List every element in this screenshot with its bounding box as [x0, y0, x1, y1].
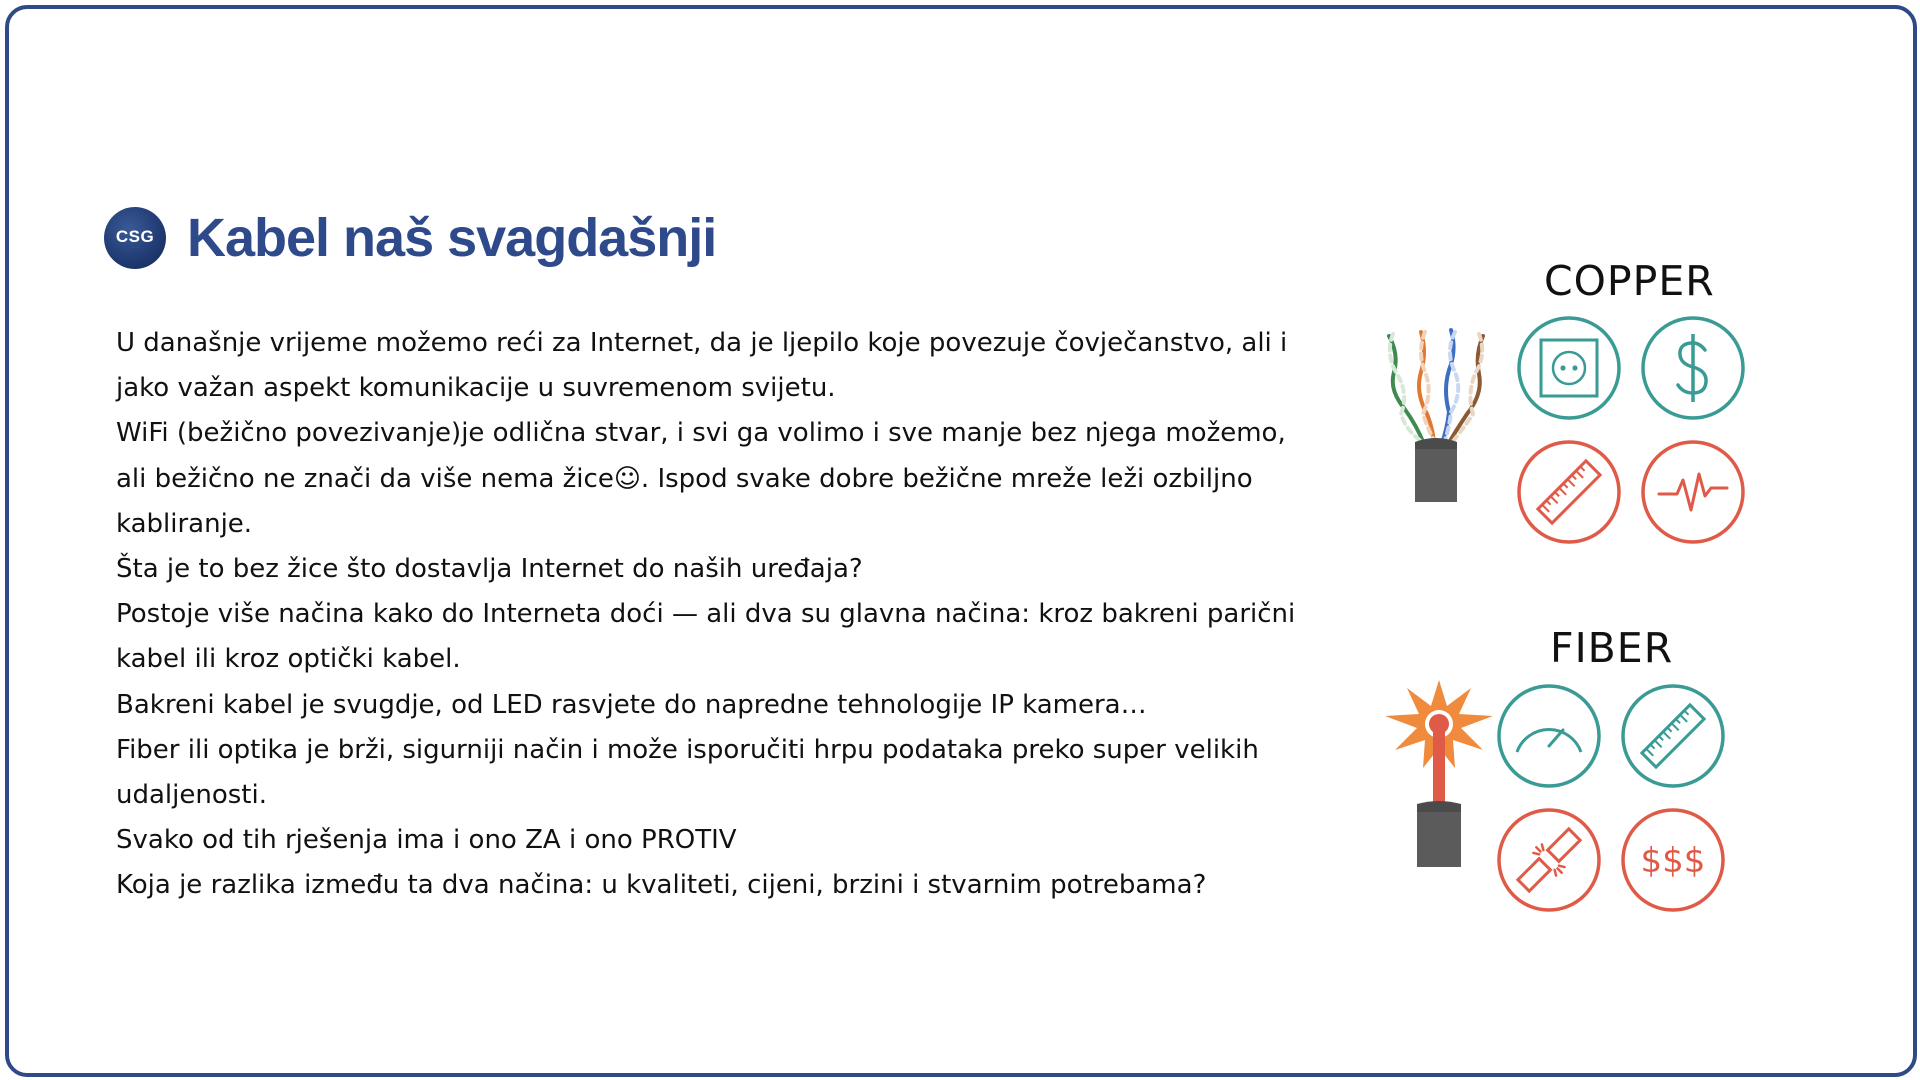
logo-subtext-decoration: · · · · ·	[130, 244, 140, 249]
csg-logo	[104, 207, 166, 269]
triple-dollar-icon	[1619, 806, 1727, 914]
speedometer-icon	[1495, 682, 1603, 790]
fiber-label: FIBER	[1550, 624, 1674, 672]
paragraph: Fiber ili optika je brži, sigurniji način i može isporučiti hrpu podataka preko super velikih udaljenosti.	[116, 734, 1259, 811]
power-outlet-icon	[1515, 314, 1623, 422]
title-row	[104, 202, 716, 274]
paragraph: Svako od tih rješenja ima i ono ZA i ono PROTIV	[116, 825, 737, 856]
cost-text: $$$	[1640, 841, 1706, 881]
paragraph: Bakreni kabel je svugdje, od LED rasvjete do napredne tehnologije IP kamera…	[116, 689, 1147, 720]
fiber-cable-icon	[1379, 674, 1499, 874]
logo-text: CSG	[115, 226, 155, 246]
paragraph: Koja je razlika između ta dva načina: u kvaliteti, cijeni, brzini i stvarnim potrebama?	[116, 870, 1207, 901]
copper-cable-icon	[1379, 324, 1499, 504]
dollar-icon	[1639, 314, 1747, 422]
pulse-icon	[1639, 438, 1747, 546]
copper-label: COPPER	[1544, 257, 1715, 305]
body-text	[116, 321, 1296, 909]
page-title: Kabel naš svagdašnji	[187, 208, 717, 268]
broken-cable-icon	[1495, 806, 1603, 914]
paragraph: WiFi (bežično povezivanje)je odlična stvar, i svi ga volimo i sve manje bez njega možemo, ali bežično ne znači da više nema žice☺. Ispod svake dobre bežične mreže leži ozbiljno kabliranje.	[116, 418, 1286, 539]
paragraph: Postoje više načina kako do Interneta doći — ali dva su glavna načina: kroz bakreni parični kabel ili kroz optički kabel.	[116, 599, 1296, 675]
ruler-icon	[1619, 682, 1727, 790]
paragraph: U današnje vrijeme možemo reći za Internet, da je ljepilo koje povezuje čovječanstvo, ali i jako važan aspekt komunikacije u suvremenom svijetu.	[116, 328, 1288, 404]
ruler-icon	[1515, 438, 1623, 546]
slide-frame	[5, 5, 1917, 1077]
paragraph: Šta je to bez žice što dostavlja Internet do naših uređaja?	[116, 554, 863, 585]
